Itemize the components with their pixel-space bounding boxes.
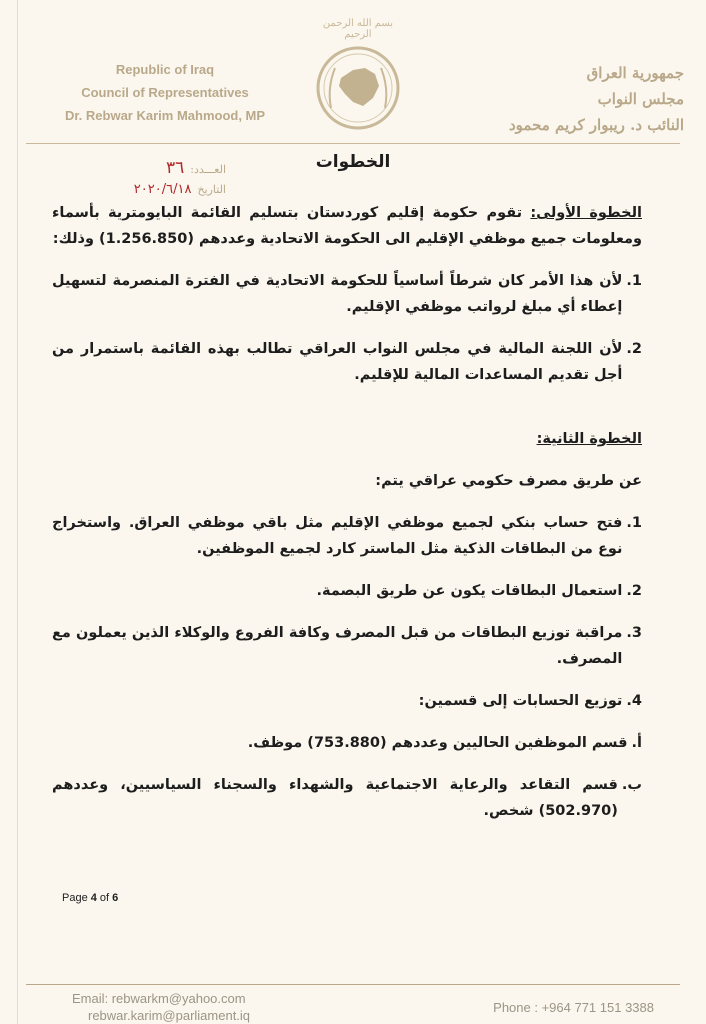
list-text: فتح حساب بنكي لجميع موظفي الإقليم مثل باقي موظفي العراق. واستخراج نوع من البطاقات الذكية مثل الماستر كارد لجميع الموظفين. [52,515,623,557]
list-item [52,620,642,672]
step1-paragraph [52,200,642,252]
footer-phone: Phone : +964 771 151 3388 [493,1000,654,1015]
list-text: قسم التقاعد والرعاية الاجتماعية والشهداء والسجناء السياسيين، وعددهم (502.970) شخص. [52,777,618,819]
list-item [52,336,642,388]
page-number [62,892,118,904]
list-text: توزيع الحسابات إلى قسمين: [418,693,623,709]
letterhead-council-ar: مجلس النواب [597,90,684,108]
list-text: مراقبة توزيع البطاقات من قبل المصرف وكافة الفروع والوكلاء الذين يعملون مع المصرف. [52,625,623,667]
reference-number: ٣٦ [165,158,185,178]
list-text: استعمال البطاقات يكون عن طريق البصمة. [316,583,623,599]
arabic-letterhead [474,60,684,138]
header-divider [26,143,680,144]
list-number: ب. [621,777,642,793]
list-number: 1. [626,515,642,531]
list-number: 2. [626,583,642,599]
list-item [52,510,642,562]
list-item [52,730,642,756]
letterhead-country: Republic of Iraq [115,62,215,77]
letterhead-member-ar: النائب د. ريبوار كريم محمود [508,116,684,134]
footer-divider [26,984,680,985]
letterhead-country-ar: جمهورية العراق [586,64,684,82]
date-label: التاريخ [197,183,226,196]
list-number: 1. [626,273,642,289]
page-title: الخطوات [315,152,391,172]
letter-body [52,200,642,840]
list-item [52,268,642,320]
letterhead-council: Council of Representatives [81,85,249,100]
page-prefix: Page [62,892,91,904]
list-item [52,688,642,714]
basmala: بسم الله الرحمن الرحيم [322,18,394,40]
list-text: لأن اللجنة المالية في مجلس النواب العراقي تطالب بهذه القائمة باستمرار من أجل تقديم المساعدات المالية للإقليم. [52,341,623,383]
footer-email [72,990,250,1024]
step2-intro: عن طريق مصرف حكومي عراقي يتم: [375,473,642,489]
list-number: 3. [626,625,642,641]
list-item [52,578,642,604]
letterhead-member: Dr. Rebwar Karim Mahmood, MP [64,108,266,123]
list-item [52,772,642,824]
iraq-emblem-logo [313,38,403,138]
reference-date: ٢٠٢٠/٦/١٨ [133,182,192,197]
step2-heading-line [52,426,642,452]
page-of: of [96,892,113,904]
english-letterhead [40,58,290,127]
list-number: 2. [626,341,642,357]
list-number: 4. [626,693,642,709]
step1-intro: تقوم حكومة إقليم كوردستان بتسليم القائمة البايومترية بأسماء ومعلومات جميع موظفي الإقليم الى الحكومة الاتحادية وعددهم (1.256.850) وذلك: [52,205,642,247]
page-total: 6 [112,892,119,904]
page-current: 4 [90,892,97,904]
list-number: أ. [631,735,642,751]
number-label: العـــدد: [190,163,226,176]
email-secondary: rebwar.karim@parliament.iq [88,1008,251,1023]
step2-heading: الخطوة الثانية: [536,431,642,447]
email-primary: Email: rebwarkm@yahoo.com [72,991,246,1006]
list-text: لأن هذا الأمر كان شرطاً أساسياً للحكومة الاتحادية في الفترة المنصرمة لتسهيل إعطاء أي مبلغ لرواتب موظفي الإقليم. [52,273,623,315]
step1-heading: الخطوة الأولى: [530,205,642,221]
list-text: قسم الموظفين الحاليين وعددهم (753.880) موظف. [247,735,628,751]
